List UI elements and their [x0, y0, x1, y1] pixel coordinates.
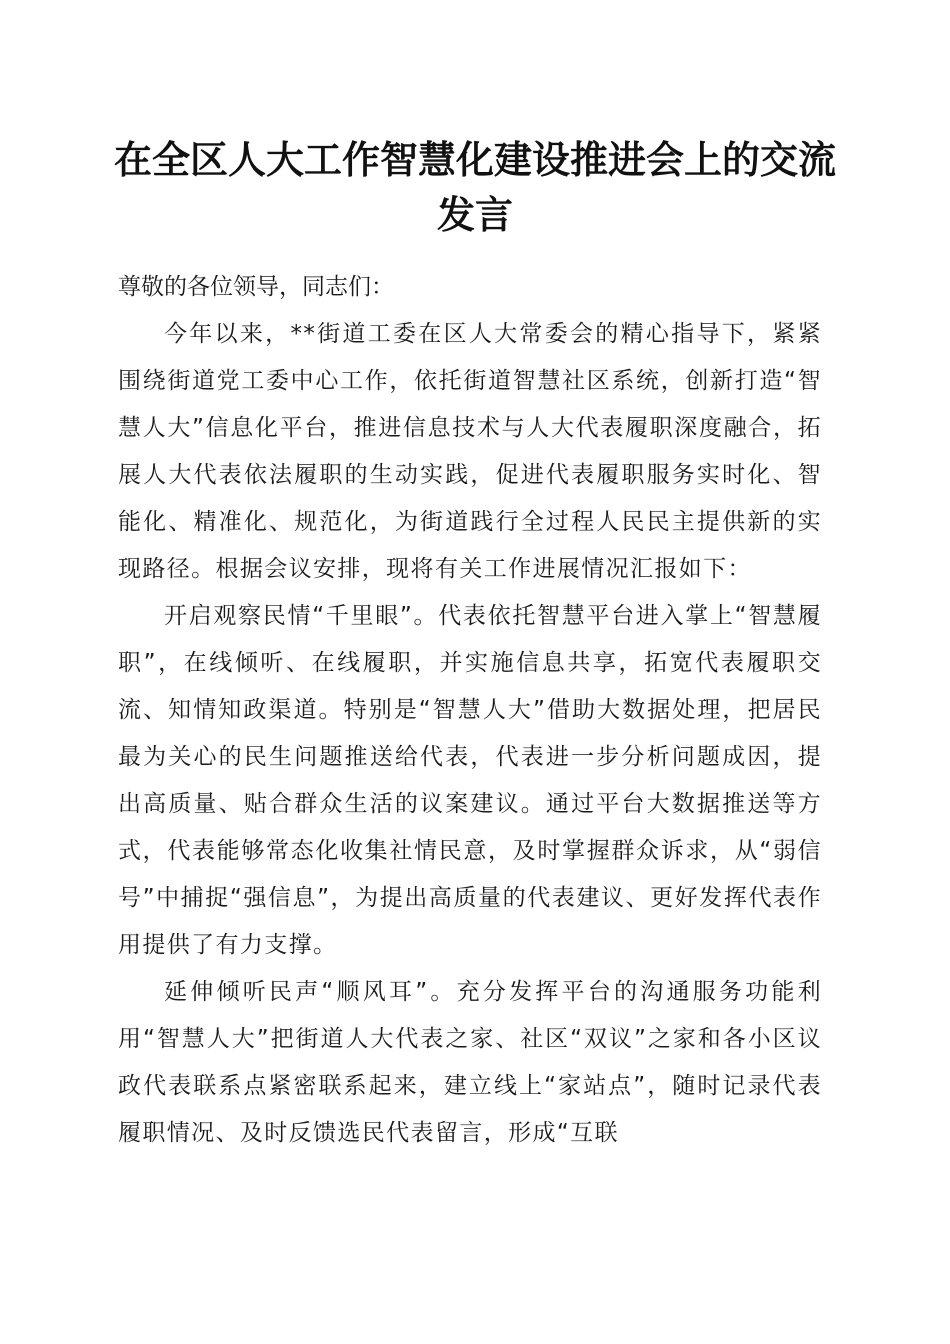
greeting: 尊敬的各位领导，同志们：	[118, 274, 394, 300]
paragraph-intro: 今年以来，**街道工委在区人大常委会的精心指导下，紧紧围绕街道党工委中心工作，依托街道智慧社区系统，创新打造“智慧人大”信息化平台，推进信息技术与人大代表履职深度融合，拓展人大代表依法履职的生动实践，促进代表履职服务实时化、智能化、精准化、规范化，为街道践行全过程人民民主提供新的实现路径。根据会议安排，现将有关工作进展情况汇报如下：	[118, 321, 822, 582]
document-body	[118, 264, 822, 1157]
paragraph-section-2: 延伸倾听民声“顺风耳”。充分发挥平台的沟通服务功能利用“智慧人大”把街道人大代表之家、社区“双议”之家和各小区议政代表联系点紧密联系起来，建立线上“家站点”，随时记录代表履职情况、及时反馈选民代表留言，形成“互联	[118, 979, 822, 1146]
document-title: 在全区人大工作智慧化建设推进会上的交流发言	[113, 137, 836, 237]
paragraph-section-1: 开启观察民情“千里眼”。代表依托智慧平台进入掌上“智慧履职”，在线倾听、在线履职，并实施信息共享，拓宽代表履职交流、知情知政渠道。特别是“智慧人大”借助大数据处理，把居民最为关心的民生问题推送给代表，代表进一步分析问题成因，提出高质量、贴合群众生活的议案建议。通过平台大数据推送等方式，代表能够常态化收集社情民意，及时掌握群众诉求，从“弱信号”中捕捉“强信息”，为提出高质量的代表建议、更好发挥代表作用提供了有力支撑。	[118, 603, 822, 958]
